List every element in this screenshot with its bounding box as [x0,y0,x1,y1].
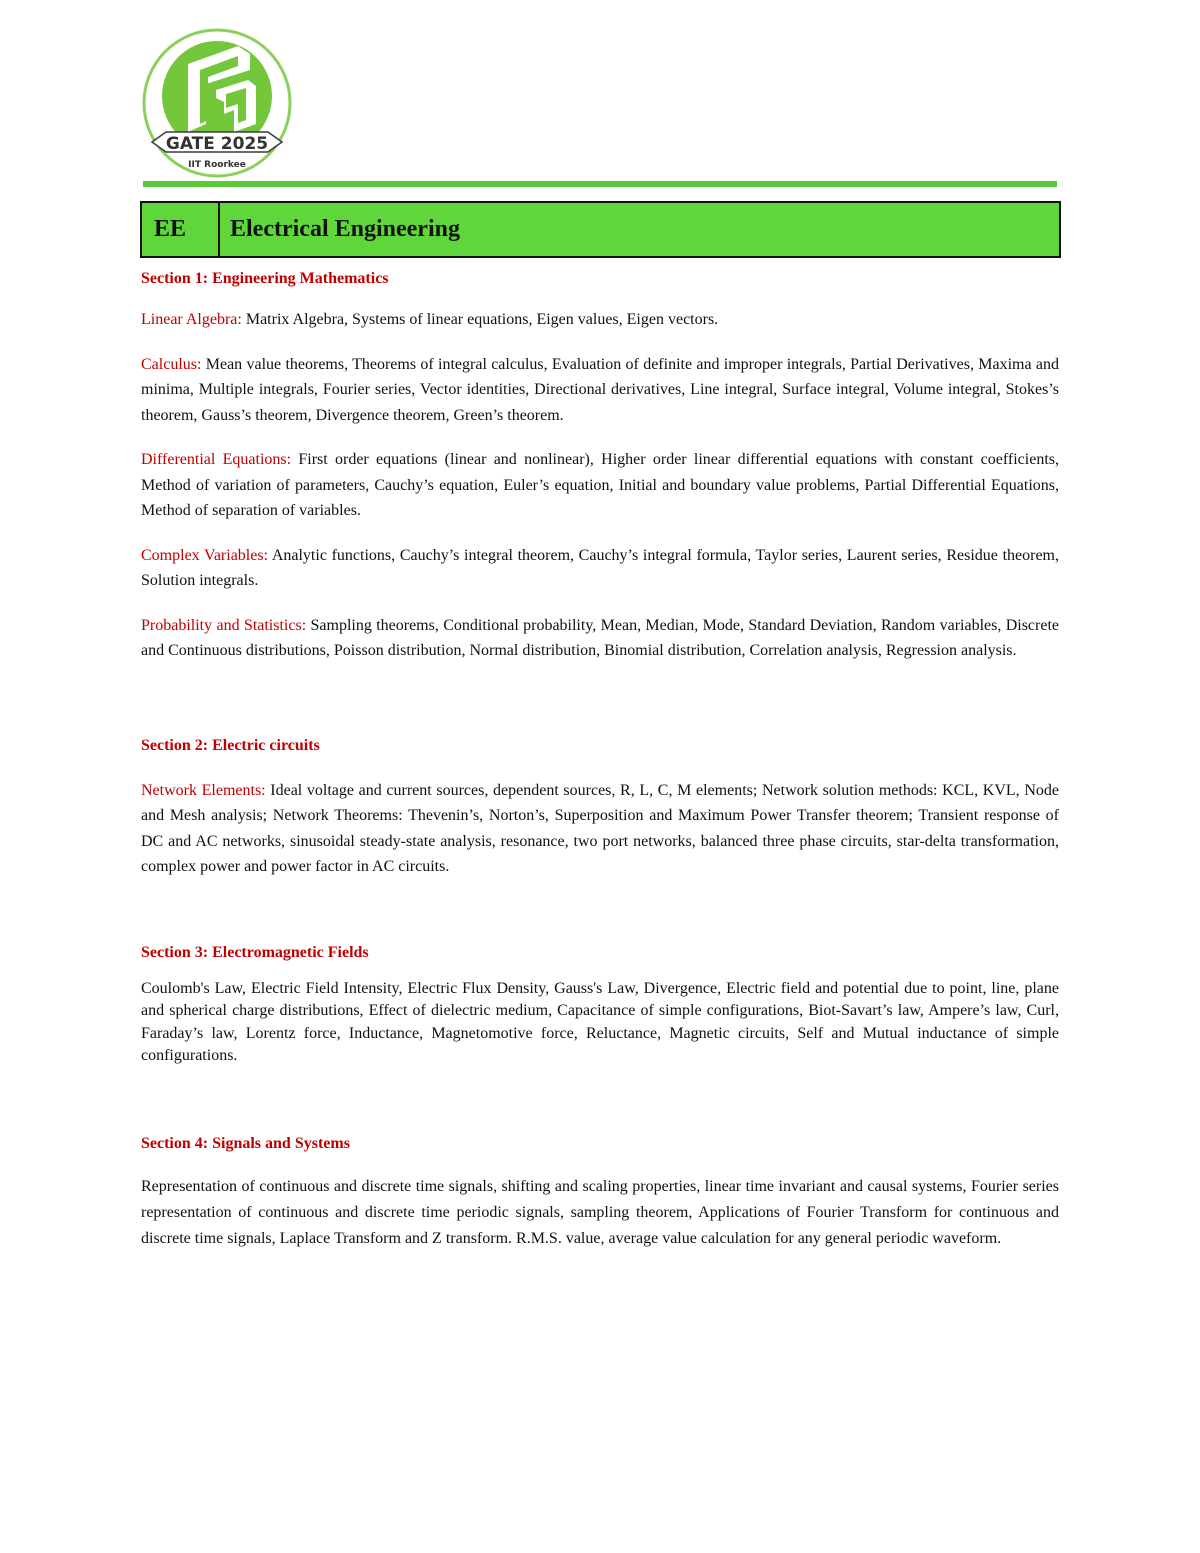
topic-text: Sampling theorems, Conditional probability, Mean, Median, Mode, Standard Deviation, Random variables, Discrete and Continuous distributions, Poisson distribution, Normal distribution, Binomial distribution, Correlation analysis, Regression analysis. [141,616,1060,659]
topic-text: First order equations (linear and nonlinear), Higher order linear differential equations with constant coefficients, Method of variation of parameters, Cauchy’s equation, Euler’s equation, Initial and boundary value problems, Partial Differential Equations, Method of separation of variables. [141,451,1059,519]
topic-label: Linear Algebra: [141,311,242,328]
paper-header [140,201,1061,258]
logo-text: GATE 2025 [165,134,269,154]
paper-title: Electrical Engineering [230,216,460,242]
topic-paragraph [141,447,1059,524]
topic-label: Complex Variables: [141,546,269,564]
section-engineering-mathematics [141,266,1059,664]
logo-emblem [138,24,296,182]
section-body: Coulomb's Law, Electric Field Intensity, Electric Flux Density, Gauss's Law, Divergence, Electric field and potential due to point, line, plane and spherical charge distributions, Effect of dielectric medium, Capacitance of simple configurations, Biot‐Savart’s law, Ampere’s law, Curl, Faraday’s law, Lorentz force, Inductance, Magnetomotive force, Reluctance, Magnetic circuits, Self and Mutual inductance of simple configurations. [141,979,1059,1064]
topic-paragraph [141,613,1059,664]
topic-label: Calculus: [141,355,202,373]
logo-subtext: IIT Roorkee [188,160,246,170]
topic-label: Network Elements: [141,781,266,799]
topic-paragraph [141,352,1059,429]
topic-text: Matrix Algebra, Systems of linear equations, Eigen values, Eigen vectors. [241,311,719,328]
section-body: Representation of continuous and discrete time signals, shifting and scaling properties, linear time invariant and causal systems, Fourier series representation of continuous and discrete time periodic signals, sampling theorem, Applications of Fourier Transform for continuous and discrete time signals, Laplace Transform and Z transform. R.M.S. value, average value calculation for any general periodic waveform. [141,1177,1059,1247]
topic-text: Ideal voltage and current sources, dependent sources, R, L, C, M elements; Network solution methods: KCL, KVL, Node and Mesh analysis; Network Theorems: Thevenin’s, Norton’s, Superposition and Maximum Power Transfer theorem; Transient response of DC and AC networks, sinusoidal steady-state analysis, resonance, two port networks, balanced three phase circuits, star-delta transformation, complex power and power factor in AC circuits. [141,781,1059,875]
topic-paragraph [141,778,1059,880]
topic-label: Differential Equations: [141,451,292,468]
syllabus-content [141,266,1059,1252]
topic-text: Mean value theorems, Theorems of integral calculus, Evaluation of definite and improper integrals, Partial Derivatives, Maxima and minima, Multiple integrals, Fourier series, Vector identities, Directional derivatives, Line integral, Surface integral, Volume integral, Stokes’s theorem, Gauss’s theorem, Divergence theorem, Green’s theorem. [141,355,1059,424]
section-electromagnetic-fields [141,940,1059,1068]
topic-paragraph [141,543,1059,594]
paper-code: EE [142,203,220,256]
section-heading: Section 3: Electromagnetic Fields [141,943,369,961]
section-heading: Section 1: Engineering Mathematics [141,270,389,287]
header-divider [143,181,1057,187]
section-signals-and-systems [141,1131,1059,1252]
gate-2025-logo [138,24,296,182]
section-heading: Section 2: Electric circuits [141,736,320,754]
topic-paragraph [141,307,1059,333]
section-heading: Section 4: Signals and Systems [141,1134,350,1152]
section-electric-circuits [141,733,1059,880]
topic-text: Analytic functions, Cauchy’s integral theorem, Cauchy’s integral formula, Taylor series, Laurent series, Residue theorem, Solution integrals. [141,546,1059,589]
topic-label: Probability and Statistics: [141,616,307,634]
